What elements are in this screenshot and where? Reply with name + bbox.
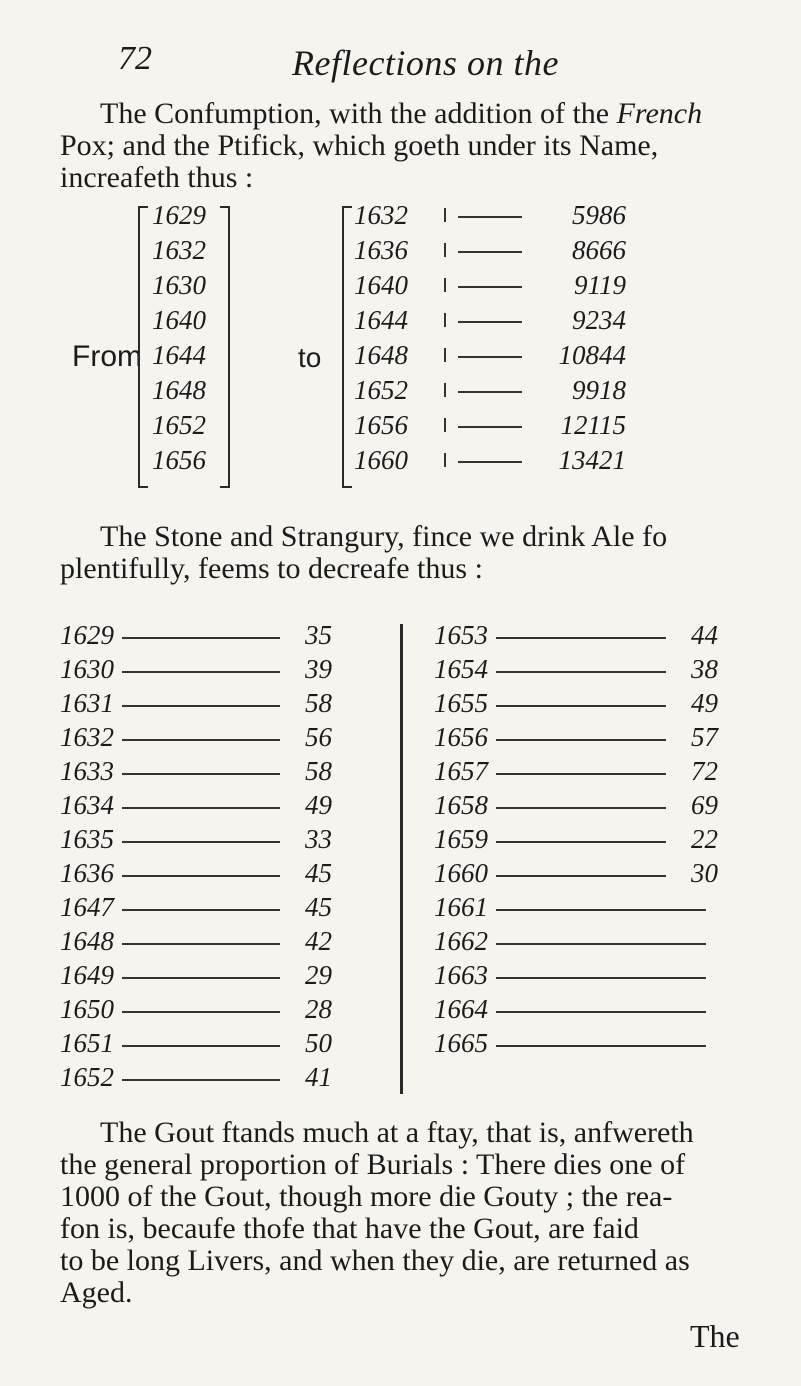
death-count: 44 — [691, 620, 718, 650]
year-label: 1664 — [434, 994, 488, 1024]
from-year: 1630 — [152, 270, 206, 300]
consumption-value: 9918 — [572, 375, 626, 405]
leader-line — [122, 739, 280, 741]
death-count: 42 — [305, 926, 332, 956]
death-count: 28 — [305, 994, 332, 1024]
from-year: 1648 — [152, 375, 206, 405]
death-count: 72 — [691, 756, 718, 786]
running-title: Reflections on the — [292, 43, 559, 83]
to-year: 1656 — [354, 410, 408, 440]
year-label: 1660 — [434, 858, 488, 888]
from-brace-right — [220, 206, 230, 488]
leader-line — [122, 705, 280, 707]
death-count: 41 — [305, 1062, 332, 1092]
year-label: 1655 — [434, 688, 488, 718]
year-label: 1659 — [434, 824, 488, 854]
leader-line — [496, 773, 666, 775]
leader-line — [496, 1011, 706, 1013]
consumption-value: 13421 — [558, 445, 626, 475]
to-year: 1660 — [354, 445, 408, 475]
leader-line — [496, 705, 666, 707]
leader-dash — [458, 391, 522, 393]
death-count: 69 — [691, 790, 718, 820]
row-bar — [444, 453, 446, 467]
leader-dash — [458, 251, 522, 253]
consumption-value: 10844 — [558, 340, 626, 370]
year-label: 1629 — [60, 620, 114, 650]
to-year: 1652 — [354, 375, 408, 405]
leader-dash — [458, 216, 522, 218]
year-label: 1662 — [434, 926, 488, 956]
year-label: 1649 — [60, 960, 114, 990]
leader-line — [122, 1011, 280, 1013]
year-label: 1635 — [60, 824, 114, 854]
text-line: The Gout ftands much at a ftay, that is, anfwereth — [100, 1116, 694, 1149]
year-label: 1653 — [434, 620, 488, 650]
leader-dash — [458, 356, 522, 358]
text-line: increafeth thus : — [60, 161, 254, 194]
year-label: 1652 — [60, 1062, 114, 1092]
leader-line — [496, 807, 666, 809]
death-count: 45 — [305, 858, 332, 888]
leader-line — [496, 977, 706, 979]
leader-line — [496, 1045, 706, 1047]
year-label: 1654 — [434, 654, 488, 684]
leader-line — [122, 1079, 280, 1081]
year-label: 1634 — [60, 790, 114, 820]
year-label: 1657 — [434, 756, 488, 786]
death-count: 35 — [305, 620, 332, 650]
death-count: 58 — [305, 756, 332, 786]
from-year: 1644 — [152, 340, 206, 370]
leader-line — [496, 841, 666, 843]
to-year: 1644 — [354, 305, 408, 335]
row-bar — [444, 243, 446, 257]
column-divider — [400, 624, 403, 1094]
from-year: 1629 — [152, 200, 206, 230]
text-line: plentifully, feems to decreafe thus : — [60, 552, 483, 585]
death-count: 22 — [691, 824, 718, 854]
year-label: 1651 — [60, 1028, 114, 1058]
from-brace-left — [138, 206, 148, 488]
year-label: 1656 — [434, 722, 488, 752]
paragraph-stone — [60, 521, 768, 585]
catchword: The — [690, 1318, 740, 1354]
consumption-value: 5986 — [572, 200, 626, 230]
leader-line — [496, 875, 666, 877]
leader-line — [122, 1045, 280, 1047]
text-line: 1000 of the Gout, though more die Gouty ; the rea- — [60, 1180, 673, 1213]
year-label: 1647 — [60, 892, 114, 922]
consumption-value: 8666 — [572, 235, 626, 265]
text-line: The Stone and Strangury, fince we drink Ale fo — [100, 520, 668, 553]
text-line: fon is, becaufe thofe that have the Gout, are faid — [60, 1212, 639, 1245]
text-line: The Confumption, with the addition of the French — [100, 97, 703, 130]
year-label: 1630 — [60, 654, 114, 684]
year-label: 1663 — [434, 960, 488, 990]
text-line: Aged. — [60, 1276, 133, 1309]
consumption-value: 9119 — [574, 270, 626, 300]
row-bar — [444, 383, 446, 397]
from-year: 1640 — [152, 305, 206, 335]
leader-line — [122, 841, 280, 843]
death-count: 56 — [305, 722, 332, 752]
row-bar — [444, 418, 446, 432]
row-bar — [444, 278, 446, 292]
year-label: 1650 — [60, 994, 114, 1024]
leader-dash — [458, 286, 522, 288]
year-label: 1633 — [60, 756, 114, 786]
death-count: 57 — [691, 722, 718, 752]
year-label: 1648 — [60, 926, 114, 956]
consumption-value: 12115 — [560, 410, 626, 440]
page-header — [118, 40, 758, 90]
leader-line — [122, 671, 280, 673]
to-brace — [342, 206, 352, 488]
consumption-value: 9234 — [572, 305, 626, 335]
italic-word: French — [616, 97, 703, 130]
year-label: 1658 — [434, 790, 488, 820]
consumption-table — [60, 200, 760, 500]
death-count: 50 — [305, 1028, 332, 1058]
leader-dash — [458, 321, 522, 323]
paragraph-gout — [60, 1117, 768, 1309]
row-bar — [444, 208, 446, 222]
year-label: 1665 — [434, 1028, 488, 1058]
row-bar — [444, 348, 446, 362]
death-count: 30 — [691, 858, 718, 888]
leader-line — [496, 943, 706, 945]
death-count: 49 — [305, 790, 332, 820]
to-year: 1648 — [354, 340, 408, 370]
year-label: 1631 — [60, 688, 114, 718]
to-year: 1632 — [354, 200, 408, 230]
stone-table — [60, 620, 760, 1100]
leader-line — [122, 807, 280, 809]
death-count: 49 — [691, 688, 718, 718]
leader-line — [496, 739, 666, 741]
leader-line — [496, 909, 706, 911]
paragraph-consumption — [60, 98, 768, 194]
row-bar — [444, 313, 446, 327]
text-line: the general proportion of Burials : There dies one of — [60, 1148, 686, 1181]
leader-line — [496, 671, 666, 673]
leader-line — [122, 637, 280, 639]
text-line: Pox; and the Ptifick, which goeth under its Name, — [60, 129, 659, 162]
leader-line — [122, 909, 280, 911]
death-count: 45 — [305, 892, 332, 922]
from-year: 1656 — [152, 445, 206, 475]
death-count: 29 — [305, 960, 332, 990]
page-number: 72 — [118, 40, 152, 77]
leader-line — [122, 875, 280, 877]
from-label: From — [72, 340, 142, 373]
to-label: to — [298, 342, 322, 373]
to-year: 1636 — [354, 235, 408, 265]
death-count: 58 — [305, 688, 332, 718]
leader-line — [496, 637, 666, 639]
text-line: to be long Livers, and when they die, are returned as — [60, 1244, 690, 1277]
leader-dash — [458, 461, 522, 463]
from-year: 1652 — [152, 410, 206, 440]
year-label: 1661 — [434, 892, 488, 922]
leader-line — [122, 943, 280, 945]
year-label: 1632 — [60, 722, 114, 752]
death-count: 33 — [305, 824, 332, 854]
year-label: 1636 — [60, 858, 114, 888]
leader-line — [122, 773, 280, 775]
leader-dash — [458, 426, 522, 428]
leader-line — [122, 977, 280, 979]
from-year: 1632 — [152, 235, 206, 265]
death-count: 39 — [305, 654, 332, 684]
to-year: 1640 — [354, 270, 408, 300]
death-count: 38 — [691, 654, 718, 684]
